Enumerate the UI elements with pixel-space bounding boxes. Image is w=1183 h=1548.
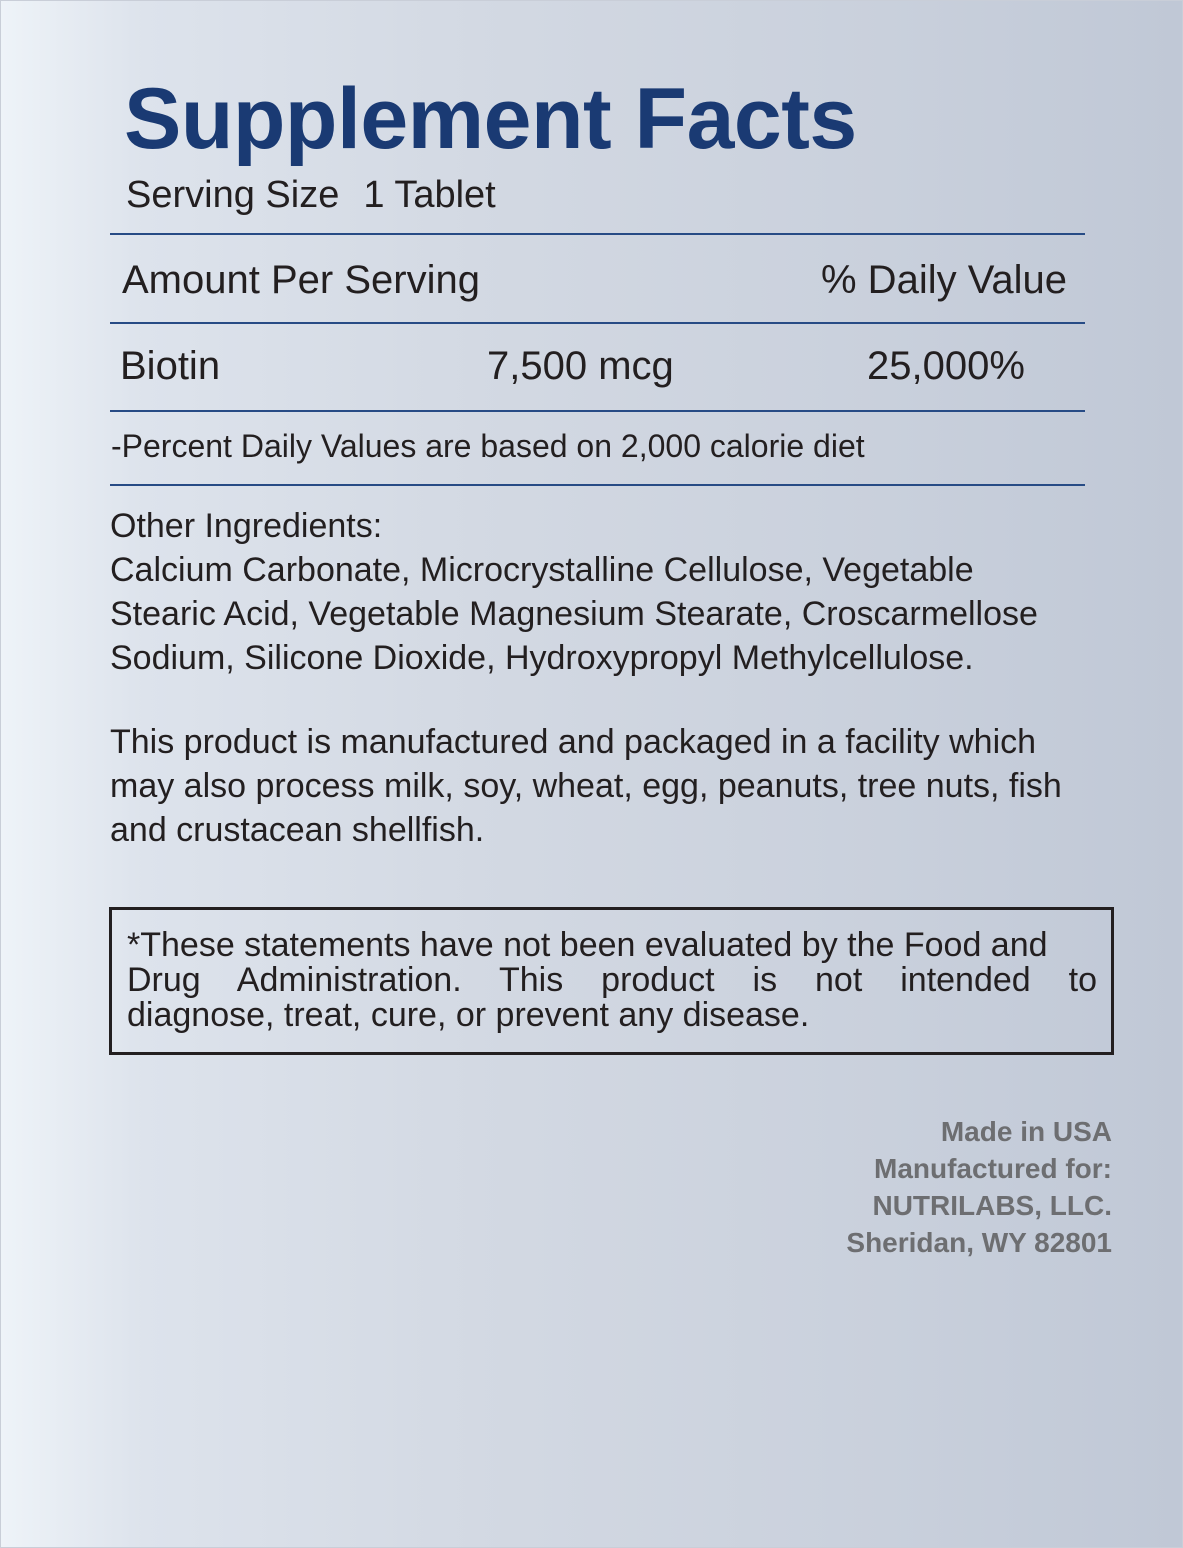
- serving-size-label: Serving Size: [126, 174, 340, 216]
- other-ingredients-line: Sodium, Silicone Dioxide, Hydroxypropyl Methylcellulose.: [110, 639, 974, 677]
- divider: [110, 322, 1085, 324]
- other-ingredients-label: Other Ingredients:: [110, 507, 383, 545]
- divider: [110, 484, 1085, 486]
- company-name: NUTRILABS, LLC.: [872, 1190, 1112, 1221]
- allergen-statement: [110, 720, 1120, 852]
- allergen-line: This product is manufactured and packaged in a facility which: [110, 723, 1037, 761]
- nutrient-name: Biotin: [120, 344, 221, 388]
- daily-value-footnote: -Percent Daily Values are based on 2,000 calorie diet: [111, 428, 865, 464]
- origin: Made in USA: [940, 1116, 1112, 1147]
- other-ingredients: [110, 504, 1120, 680]
- fda-disclaimer-line: Drug Administration. This product is not intended to: [127, 961, 1097, 999]
- other-ingredients-line: Stearic Acid, Vegetable Magnesium Stearate, Croscarmellose: [110, 595, 1038, 633]
- fda-disclaimer-line: *These statements have not been evaluated by the Food and: [127, 926, 1048, 964]
- fda-disclaimer-box: [109, 907, 1114, 1055]
- manufactured-for-label: Manufactured for:: [874, 1153, 1112, 1184]
- daily-value-header: % Daily Value: [821, 258, 1068, 302]
- company-address: Sheridan, WY 82801: [846, 1227, 1112, 1258]
- nutrient-daily-value: 25,000%: [867, 344, 1025, 388]
- allergen-line: may also process milk, soy, wheat, egg, peanuts, tree nuts, fish: [110, 767, 1062, 805]
- panel-title: Supplement Facts: [124, 71, 857, 167]
- allergen-line: and crustacean shellfish.: [110, 811, 485, 849]
- amount-per-serving-header: Amount Per Serving: [122, 258, 480, 302]
- other-ingredients-line: Calcium Carbonate, Microcrystalline Cellulose, Vegetable: [110, 551, 974, 589]
- divider: [110, 410, 1085, 412]
- nutrient-amount: 7,500 mcg: [487, 344, 674, 388]
- serving-size: [126, 173, 496, 217]
- manufacturer-info: [846, 1113, 1112, 1261]
- divider: [110, 233, 1085, 235]
- serving-size-value: 1 Tablet: [363, 174, 496, 216]
- fda-disclaimer-line: diagnose, treat, cure, or prevent any disease.: [127, 996, 810, 1034]
